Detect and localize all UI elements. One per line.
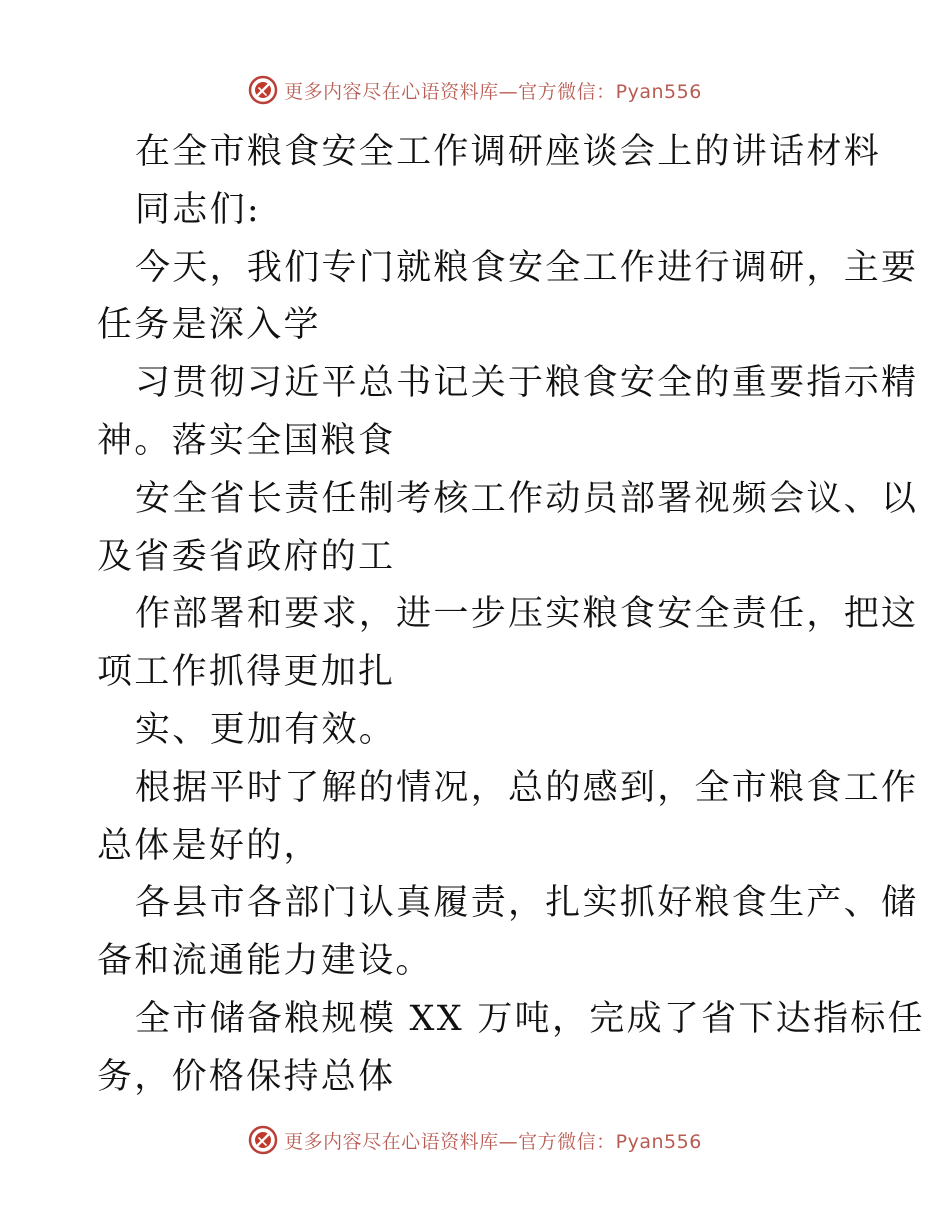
bottom-watermark-banner [0, 1120, 950, 1160]
watermark-text: 更多内容尽在心语资料库—官方微信：Pyan556 [284, 1130, 702, 1153]
text-line: 任务是深入学 [97, 305, 321, 346]
document-title: 在全市粮食安全工作调研座谈会上的讲话材料 [135, 132, 882, 172]
text-line: 神。落实全国粮食 [97, 420, 396, 461]
watermark-text: 更多内容尽在心语资料库—官方微信：Pyan556 [284, 80, 702, 103]
text-line: 安全省长责任制考核工作动员部署视频会议、以 [135, 478, 919, 519]
top-watermark-banner [0, 70, 950, 110]
text-line: 实、更加有效。 [135, 709, 397, 750]
text-line: 各县市各部门认真履责，扎实抓好粮食生产、储 [135, 883, 919, 924]
red-seal-logo-icon [248, 75, 278, 105]
text-line: 全市储备粮规模 XX 万吨，完成了省下达指标任 [135, 998, 925, 1039]
text-line: 总体是好的， [97, 825, 321, 866]
text-line: 根据平时了解的情况，总的感到，全市粮食工作 [135, 767, 919, 808]
text-line: 项工作抓得更加扎 [97, 652, 396, 693]
text-line: 备和流通能力建设。 [97, 941, 433, 982]
text-line: 务，价格保持总体 [97, 1056, 396, 1097]
salutation-line: 同志们: [135, 189, 261, 230]
text-line: 作部署和要求，进一步压实粮食安全责任，把这 [135, 594, 919, 635]
text-line: 习贯彻习近平总书记关于粮食安全的重要指示精 [135, 363, 919, 404]
red-seal-logo-icon [248, 1125, 278, 1155]
text-line: 及省委省政府的工 [97, 536, 396, 577]
text-line: 今天，我们专门就粮食安全工作进行调研，主要 [135, 247, 919, 288]
document-body [97, 124, 925, 1107]
